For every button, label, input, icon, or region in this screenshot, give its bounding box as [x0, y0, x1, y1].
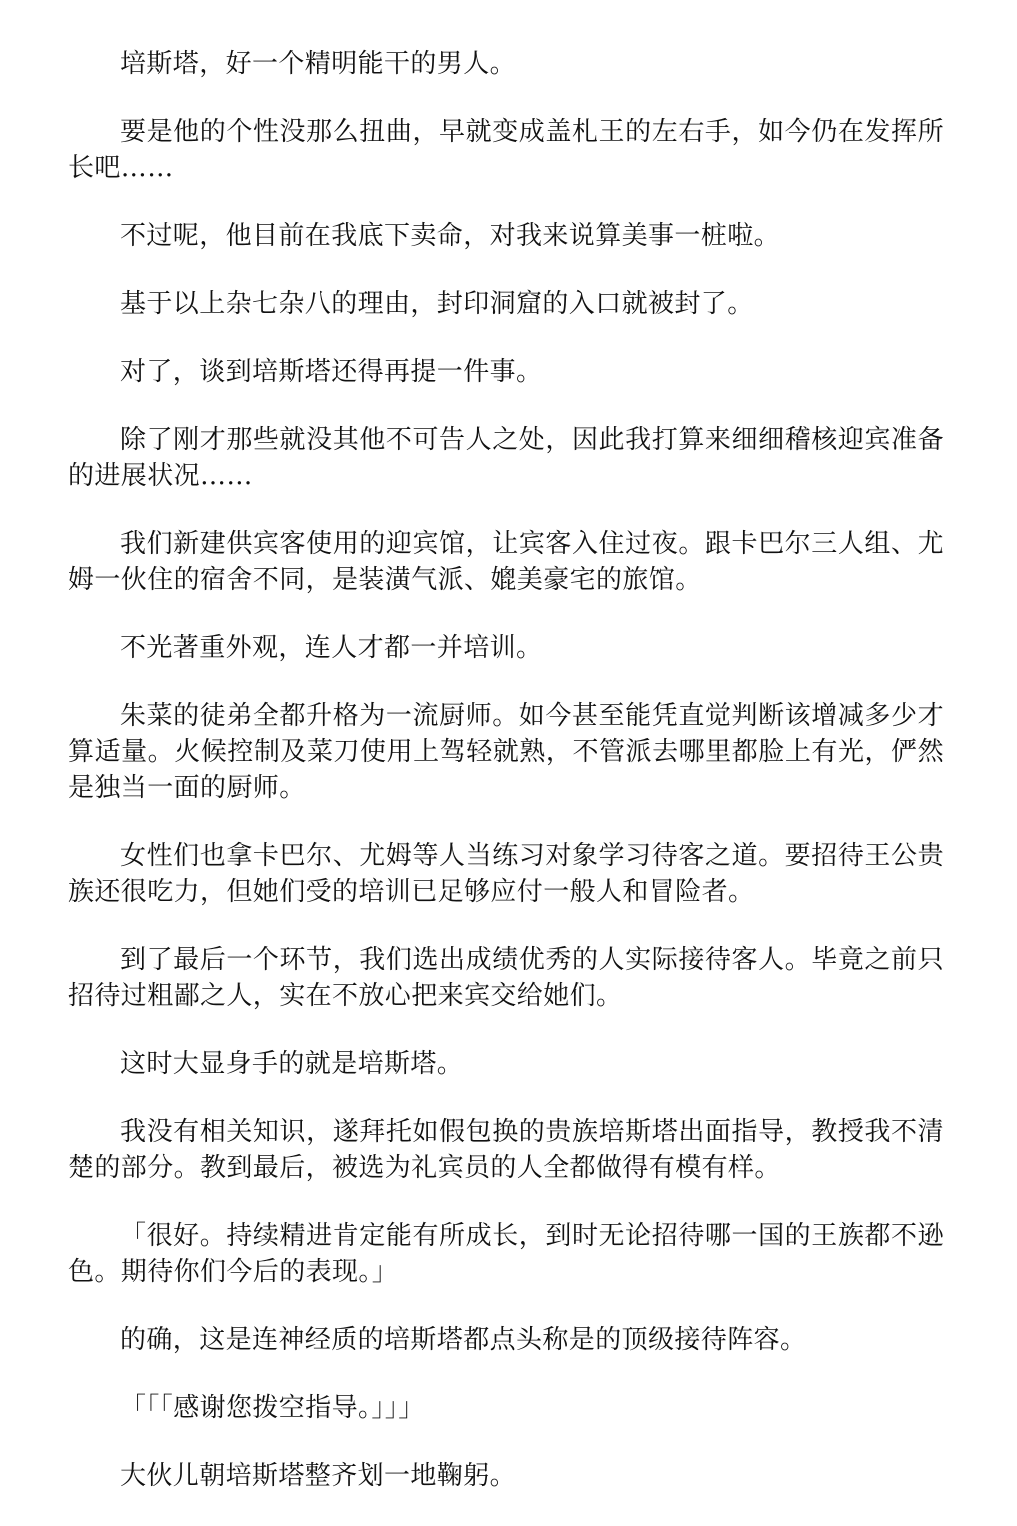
- paragraph: 到了最后一个环节，我们选出成绩优秀的人实际接待客人。毕竟之前只招待过粗鄙之人，实在不放心把来宾交给她们。: [68, 945, 944, 1011]
- document-body: [68, 46, 944, 1526]
- paragraph: 我们新建供宾客使用的迎宾馆，让宾客入住过夜。跟卡巴尔三人组、尤姆一伙住的宿舍不同，是装潢气派、媲美豪宅的旅馆。: [68, 529, 944, 595]
- paragraph-dialogue: 「很好。持续精进肯定能有所成长，到时无论招待哪一国的王族都不逊色。期待你们今后的表现。」: [68, 1221, 944, 1287]
- paragraph: 不过呢，他目前在我底下卖命，对我来说算美事一桩啦。: [120, 221, 781, 251]
- paragraph: 不光著重外观，连人才都一并培训。: [120, 633, 543, 663]
- paragraph: 朱菜的徒弟全都升格为一流厨师。如今甚至能凭直觉判断该增减多少才算适量。火候控制及菜刀使用上驾轻就熟，不管派去哪里都脸上有光，俨然是独当一面的厨师。: [68, 701, 944, 803]
- paragraph-dialogue: 「「「感谢您拨空指导。」」」: [120, 1393, 425, 1423]
- paragraph: 基于以上杂七杂八的理由，封印洞窟的入口就被封了。: [120, 289, 754, 319]
- paragraph: 这时大显身手的就是培斯塔。: [120, 1049, 464, 1079]
- paragraph: 大伙儿朝培斯塔整齐划一地鞠躬。: [120, 1461, 517, 1491]
- paragraph: 培斯塔，好一个精明能干的男人。: [120, 49, 517, 79]
- paragraph: 的确，这是连神经质的培斯塔都点头称是的顶级接待阵容。: [120, 1325, 807, 1355]
- paragraph: 对了，谈到培斯塔还得再提一件事。: [120, 357, 543, 387]
- paragraph: 我没有相关知识，遂拜托如假包换的贵族培斯塔出面指导，教授我不清楚的部分。教到最后，被选为礼宾员的人全都做得有模有样。: [68, 1117, 944, 1183]
- paragraph: 要是他的个性没那么扭曲，早就变成盖札王的左右手，如今仍在发挥所长吧……: [68, 117, 944, 183]
- paragraph: 女性们也拿卡巴尔、尤姆等人当练习对象学习待客之道。要招待王公贵族还很吃力，但她们受的培训已足够应付一般人和冒险者。: [68, 841, 944, 907]
- paragraph: 除了刚才那些就没其他不可告人之处，因此我打算来细细稽核迎宾准备的进展状况……: [68, 425, 944, 491]
